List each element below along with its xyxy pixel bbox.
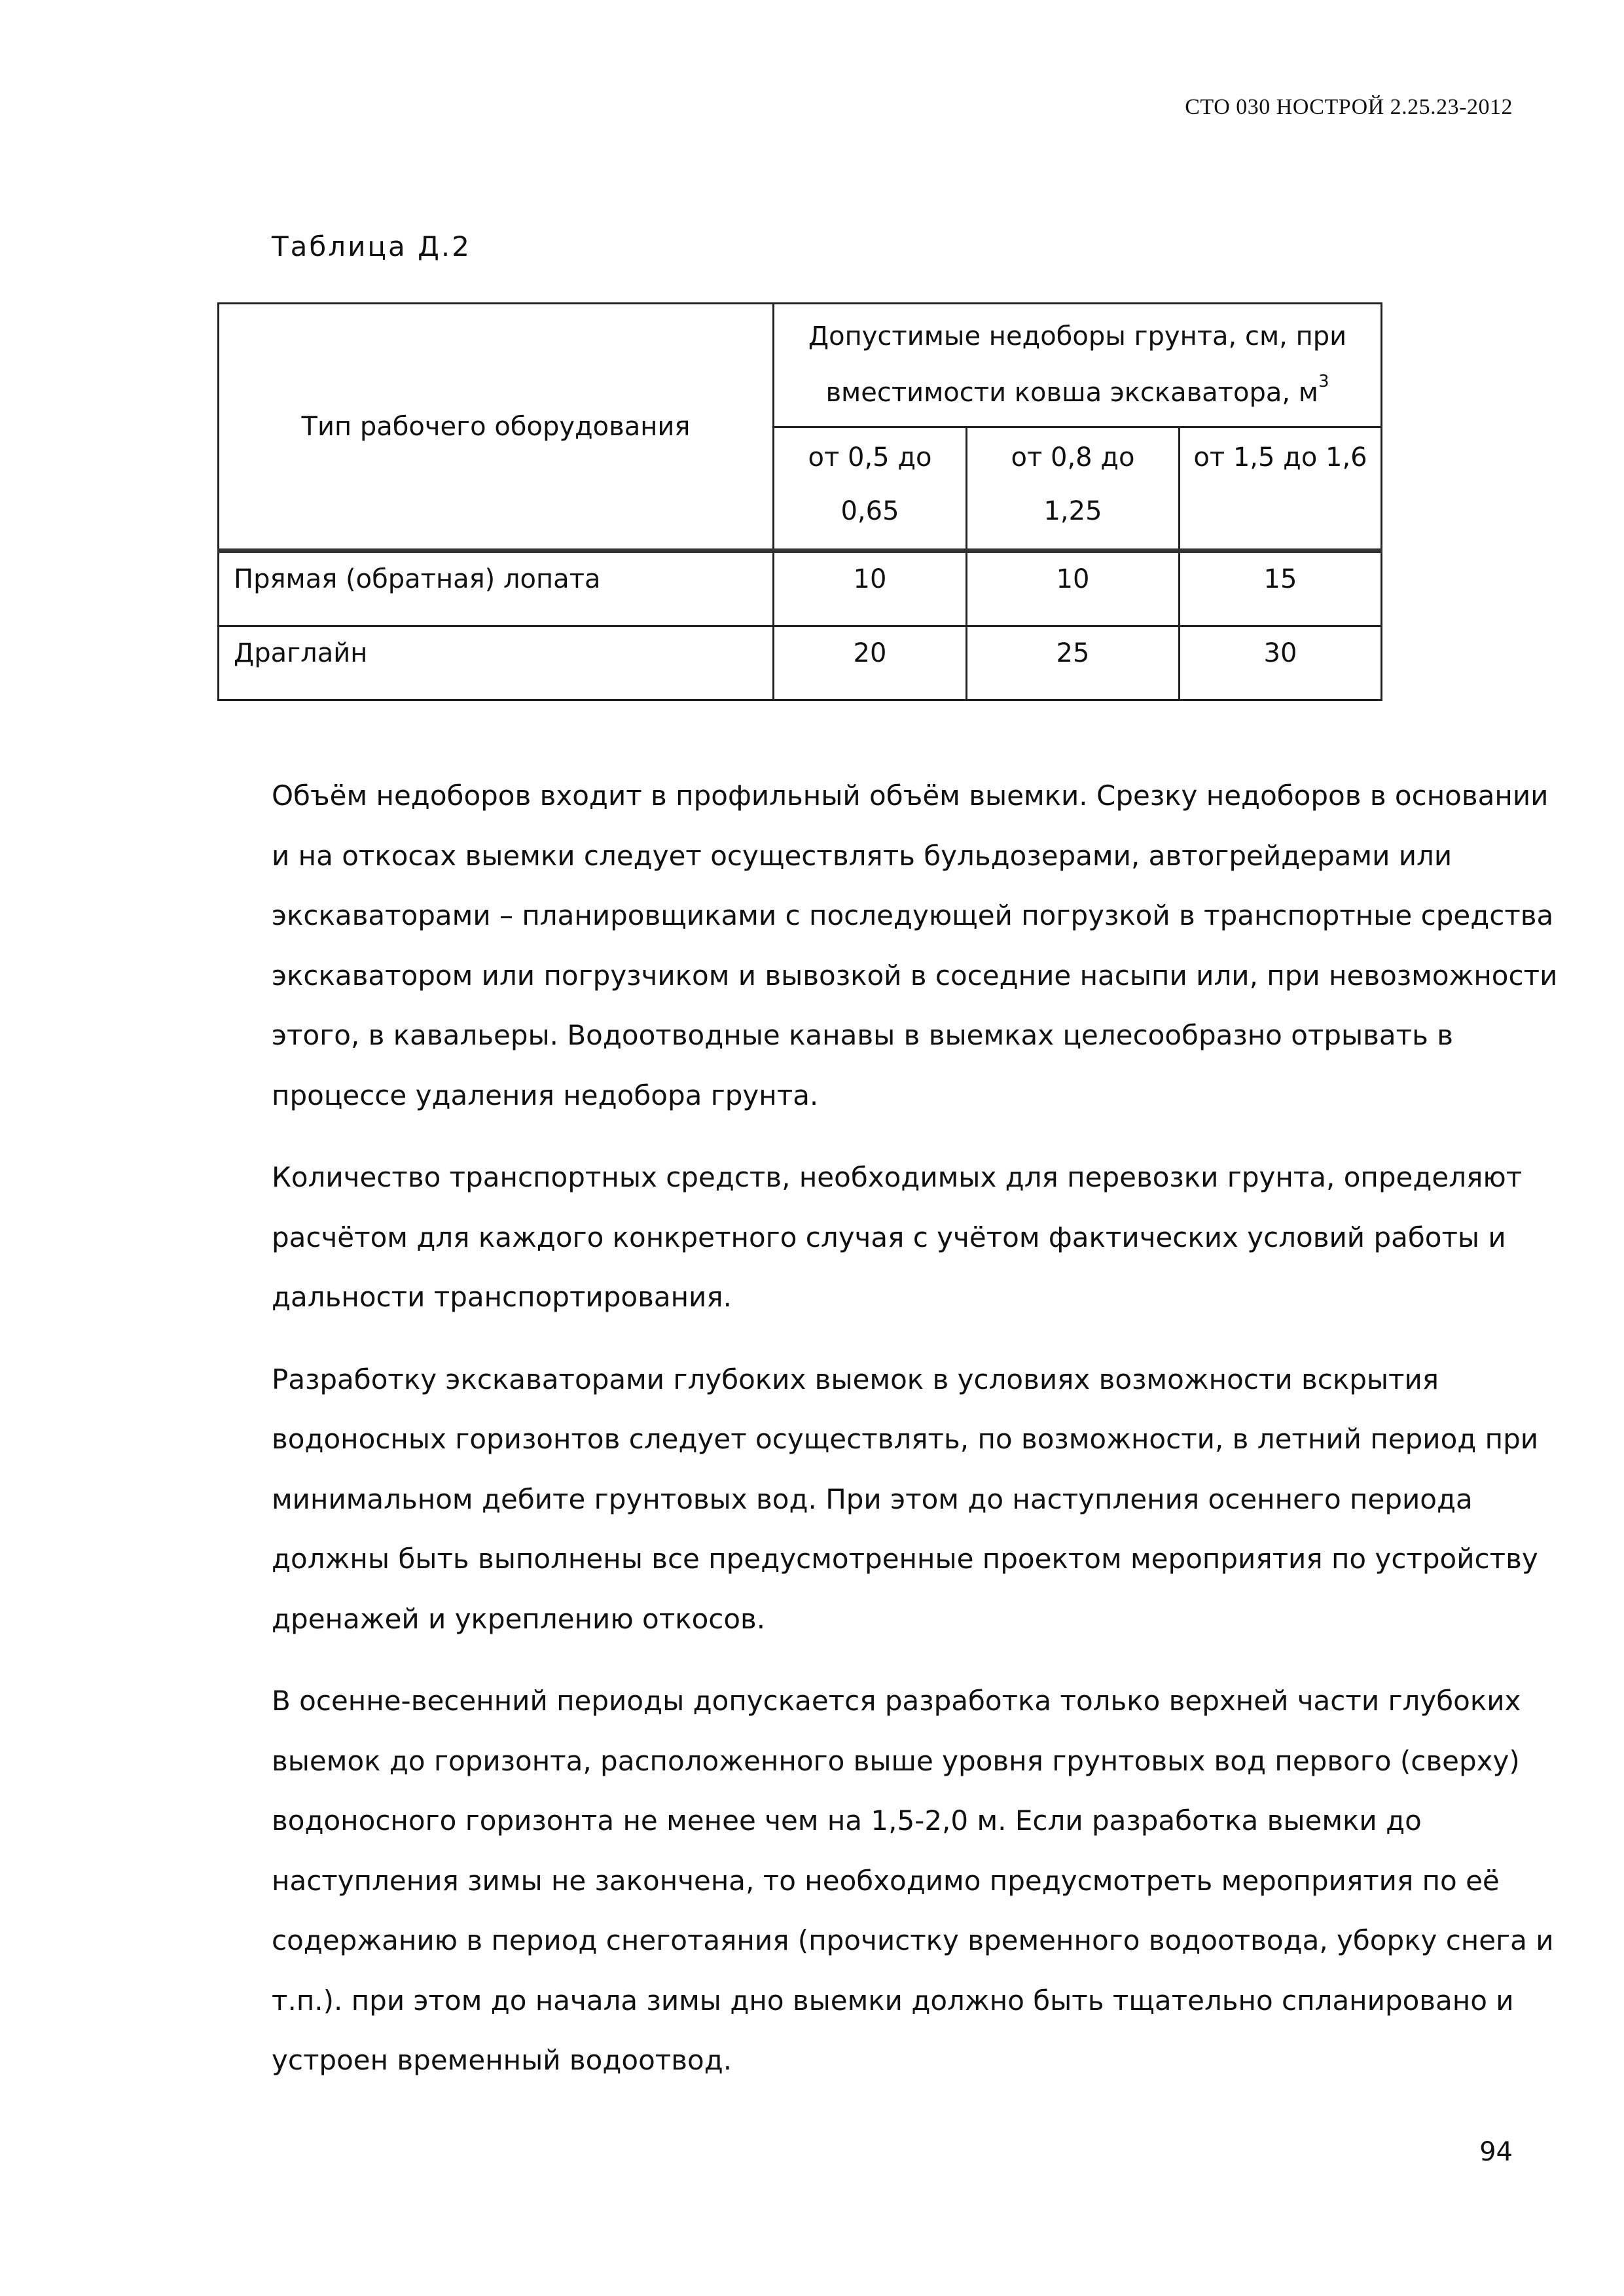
table-cell: 15 <box>1180 551 1382 626</box>
column-header-0-line1: от 0,5 до <box>808 442 932 473</box>
table-cell: 10 <box>967 551 1180 626</box>
paragraph <box>272 1147 1523 1327</box>
text-line: процессе удаления недобора грунта. <box>272 1079 819 1111</box>
column-header-0 <box>774 427 967 551</box>
text-line: экскаваторами – планировщиками с последующей погрузкой в транспортные средства <box>272 899 1554 931</box>
text-line: В осенне-весенний периоды допускается разработка только верхней части глубоких <box>272 1685 1521 1717</box>
tolerance-group-header <box>774 304 1382 427</box>
text-line: Объём недоборов входит в профильный объём выемки. Срезку недоборов в основании <box>272 780 1549 812</box>
paragraph <box>272 1350 1539 1649</box>
table-cell: 25 <box>967 626 1180 700</box>
page-number: 94 <box>1479 2137 1513 2167</box>
table-row <box>219 551 1382 626</box>
paragraph <box>272 1671 1554 2090</box>
column-header-1-line2: 1,25 <box>1043 496 1102 526</box>
row-label: Прямая (обратная) лопата <box>219 551 774 626</box>
text-line: наступления зимы не закончена, то необходимо предусмотреть мероприятия по её <box>272 1864 1500 1897</box>
row-label: Драглайн <box>219 626 774 700</box>
table-caption: Таблица Д.2 <box>272 230 471 262</box>
table-cell: 10 <box>774 551 967 626</box>
column-header-0-line2: 0,65 <box>840 496 899 526</box>
text-line: экскаватором или погрузчиком и вывозкой в соседние насыпи или, при невозможности <box>272 959 1558 992</box>
text-line: минимальном дебите грунтовых вод. При этом до наступления осеннего периода <box>272 1482 1473 1515</box>
group-header-line2: вместимости ковша экскаватора, м <box>825 378 1318 408</box>
paragraph <box>272 766 1558 1125</box>
group-header-line1: Допустимые недоборы грунта, см, при <box>808 321 1347 351</box>
text-line: Разработку экскаваторами глубоких выемок в условиях возможности вскрытия <box>272 1363 1439 1395</box>
document-code: СТО 030 НОСТРОЙ 2.25.23-2012 <box>1185 95 1513 119</box>
text-line: этого, в кавальеры. Водоотводные канавы в выемках целесообразно отрывать в <box>272 1019 1453 1051</box>
text-line: расчётом для каждого конкретного случая с учётом фактических условий работы и <box>272 1221 1506 1253</box>
body-text <box>272 766 1558 2113</box>
column-header-2 <box>1180 427 1382 551</box>
text-line: дренажей и укреплению откосов. <box>272 1602 766 1635</box>
text-line: и на откосах выемки следует осуществлять бульдозерами, автогрейдерами или <box>272 839 1453 872</box>
table-row <box>219 626 1382 700</box>
text-line: выемок до горизонта, расположенного выше уровня грунтовых вод первого (сверху) <box>272 1744 1520 1777</box>
text-line: водоносного горизонта не менее чем на 1,5-2,0 м. Если разработка выемки до <box>272 1804 1422 1837</box>
table-header-row <box>219 304 1382 427</box>
column-header-1-line1: от 0,8 до <box>1011 442 1135 473</box>
tolerance-table <box>217 302 1382 701</box>
table-cell: 20 <box>774 626 967 700</box>
cubic-unit-superscript: 3 <box>1318 372 1329 391</box>
text-line: дальности транспортирования. <box>272 1281 732 1313</box>
text-line: т.п.). при этом до начала зимы дно выемки должно быть тщательно спланировано и <box>272 1984 1514 2017</box>
text-line: содержанию в период снеготаяния (прочистку временного водоотвода, уборку снега и <box>272 1924 1554 1956</box>
column-header-2-line1: от 1,5 до 1,6 <box>1193 442 1367 473</box>
text-line: водоносных горизонтов следует осуществлять, по возможности, в летний период при <box>272 1423 1539 1455</box>
text-line: Количество транспортных средств, необходимых для перевозки грунта, определяют <box>272 1161 1523 1193</box>
text-line: должны быть выполнены все предусмотренные проектом мероприятия по устройству <box>272 1543 1538 1575</box>
text-line: устроен временный водоотвод. <box>272 2044 732 2076</box>
column-header-1 <box>967 427 1180 551</box>
equipment-type-header: Тип рабочего оборудования <box>219 304 774 551</box>
table-cell: 30 <box>1180 626 1382 700</box>
